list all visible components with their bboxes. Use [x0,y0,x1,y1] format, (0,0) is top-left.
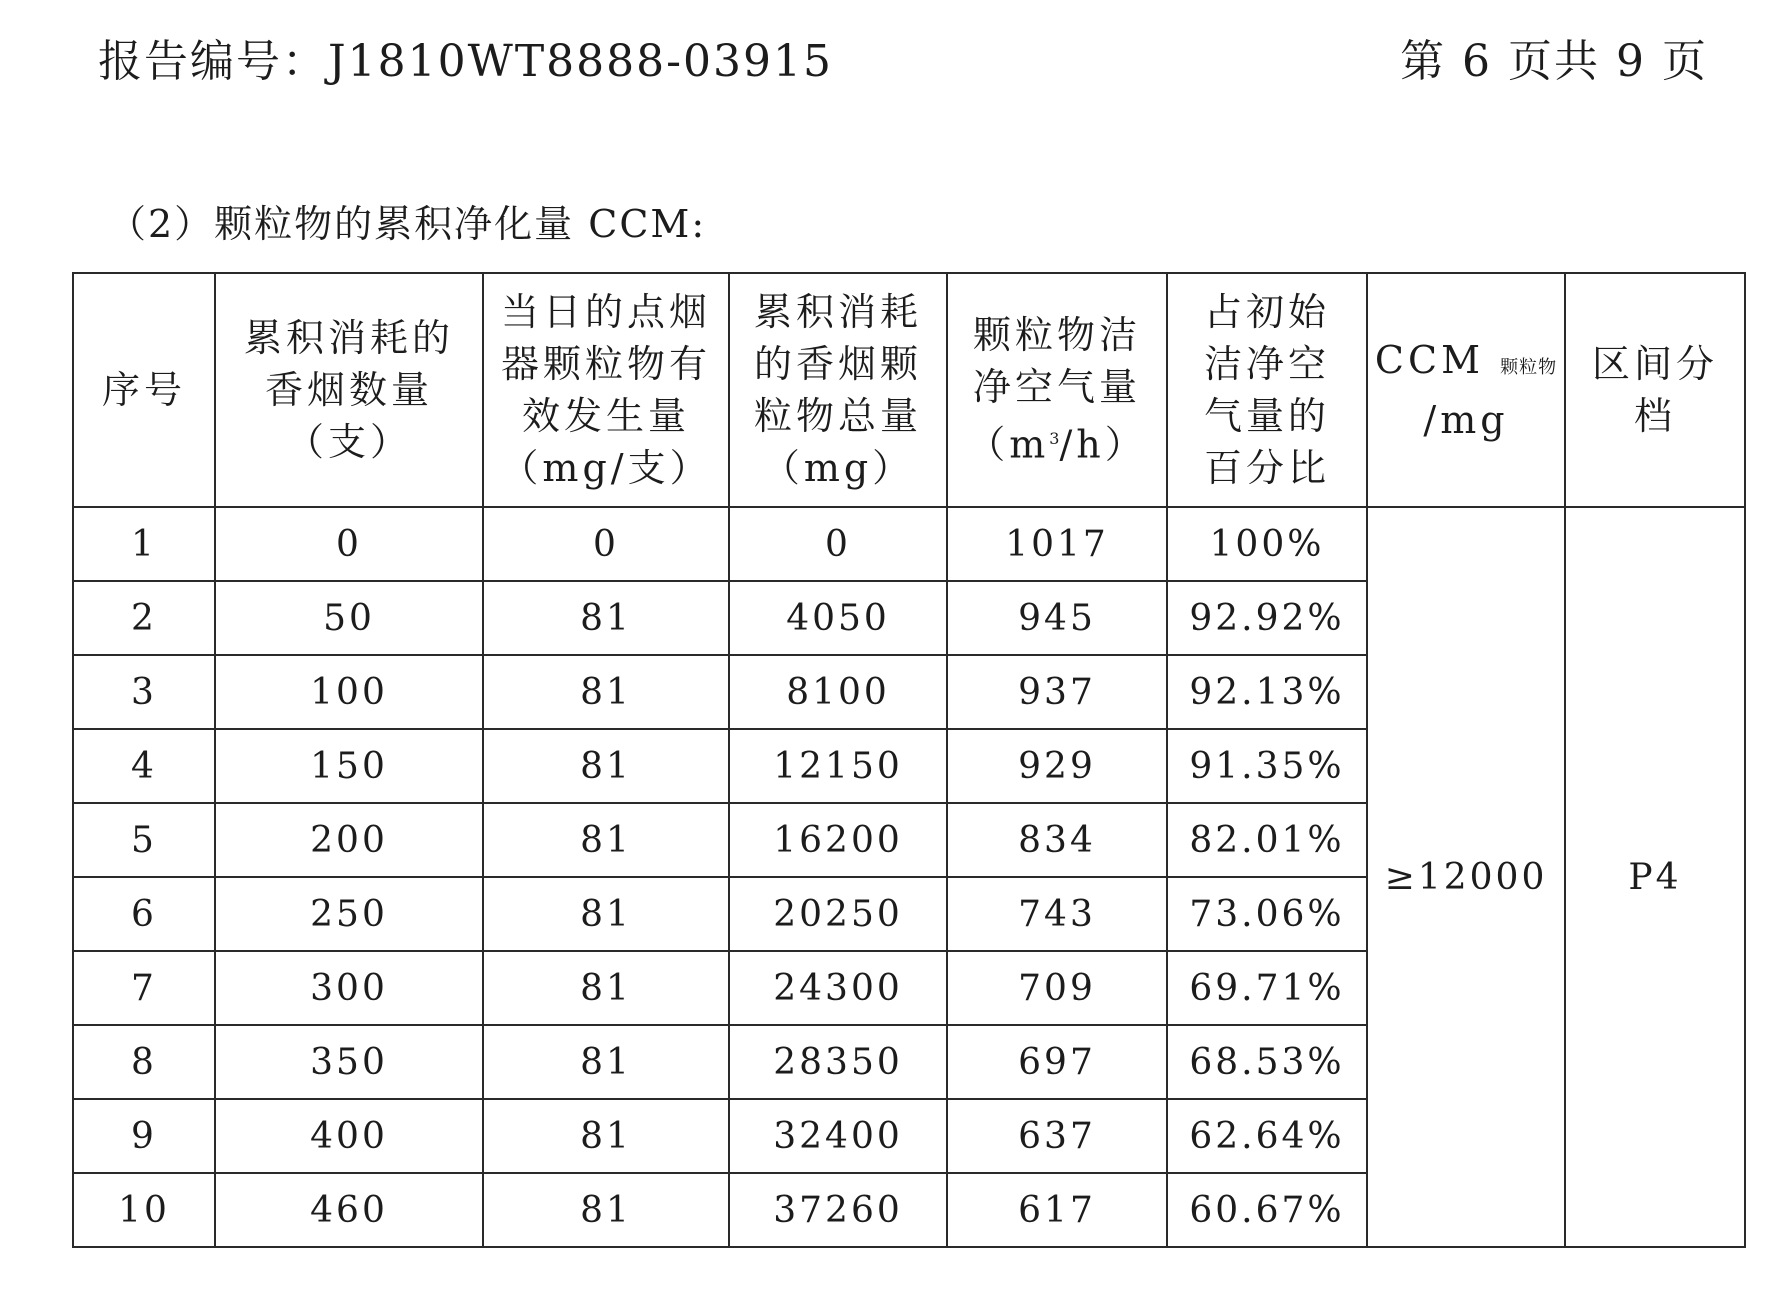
cell-effective-generation: 81 [483,581,729,655]
cell-cigarette-count: 350 [215,1025,483,1099]
cell-cadr: 743 [947,877,1167,951]
cell-index: 8 [73,1025,215,1099]
cell-total-particulate: 12150 [729,729,947,803]
cell-index: 2 [73,581,215,655]
cell-cadr: 834 [947,803,1167,877]
cell-cadr: 937 [947,655,1167,729]
cell-total-particulate: 8100 [729,655,947,729]
col-header-index: 序号 [73,273,215,507]
cell-total-particulate: 32400 [729,1099,947,1173]
cell-index: 1 [73,507,215,581]
cell-ccm-value: ≥12000 [1367,507,1565,1247]
cell-cadr: 617 [947,1173,1167,1247]
cell-cigarette-count: 200 [215,803,483,877]
report-number: 报告编号：J1810WT8888-03915 [98,36,834,87]
cell-effective-generation: 81 [483,1025,729,1099]
cell-percentage: 68.53% [1167,1025,1367,1099]
cell-percentage: 92.92% [1167,581,1367,655]
cell-cigarette-count: 100 [215,655,483,729]
cell-cigarette-count: 300 [215,951,483,1025]
col-header-grade: 区间分 档 [1565,273,1745,507]
page-header [98,30,1708,94]
cell-effective-generation: 81 [483,1099,729,1173]
cell-cadr: 637 [947,1099,1167,1173]
section-title: （2）颗粒物的累积净化量 CCM: [108,202,707,246]
cell-percentage: 100% [1167,507,1367,581]
cell-cadr: 1017 [947,507,1167,581]
cell-cigarette-count: 250 [215,877,483,951]
cell-index: 10 [73,1173,215,1247]
cell-cigarette-count: 50 [215,581,483,655]
col-header-total-particulate: 累积消耗 的香烟颗 粒物总量 （mg） [729,273,947,507]
cell-index: 3 [73,655,215,729]
cell-percentage: 69.71% [1167,951,1367,1025]
cell-index: 7 [73,951,215,1025]
cell-total-particulate: 28350 [729,1025,947,1099]
cell-effective-generation: 0 [483,507,729,581]
cell-cigarette-count: 460 [215,1173,483,1247]
col-header-percentage: 占初始 洁净空 气量的 百分比 [1167,273,1367,507]
cell-cadr: 945 [947,581,1167,655]
col-header-cadr: 颗粒物洁 净空气量 $(m^3/h)$ [947,273,1167,507]
cell-percentage: 91.35% [1167,729,1367,803]
cell-index: 5 [73,803,215,877]
cell-cigarette-count: 0 [215,507,483,581]
cell-percentage: 60.67% [1167,1173,1367,1247]
cell-effective-generation: 81 [483,729,729,803]
col-header-effective-generation: 当日的点烟 器颗粒物有 效发生量 （mg/支） [483,273,729,507]
cell-total-particulate: 4050 [729,581,947,655]
cell-cigarette-count: 150 [215,729,483,803]
cell-effective-generation: 81 [483,655,729,729]
cell-percentage: 73.06% [1167,877,1367,951]
table-row [73,507,1745,581]
cell-index: 4 [73,729,215,803]
cell-cadr: 709 [947,951,1167,1025]
cell-cadr: 929 [947,729,1167,803]
cell-total-particulate: 16200 [729,803,947,877]
cell-grade: P4 [1565,507,1745,1247]
cell-total-particulate: 0 [729,507,947,581]
table-header-row [73,273,1745,507]
cell-percentage: 92.13% [1167,655,1367,729]
cell-effective-generation: 81 [483,877,729,951]
cell-total-particulate: 24300 [729,951,947,1025]
ccm-table [72,272,1746,1248]
cell-cadr: 697 [947,1025,1167,1099]
page-number: 第 6 页共 9 页 [1400,36,1708,87]
cell-total-particulate: 37260 [729,1173,947,1247]
cell-index: 6 [73,877,215,951]
cell-total-particulate: 20250 [729,877,947,951]
cell-percentage: 82.01% [1167,803,1367,877]
col-header-cigarette-count: 累积消耗的 香烟数量 （支） [215,273,483,507]
cell-effective-generation: 81 [483,951,729,1025]
cell-index: 9 [73,1099,215,1173]
cell-cigarette-count: 400 [215,1099,483,1173]
cell-effective-generation: 81 [483,1173,729,1247]
cell-effective-generation: 81 [483,803,729,877]
col-header-ccm: CCM 颗粒物 /mg [1367,273,1565,507]
cell-percentage: 62.64% [1167,1099,1367,1173]
